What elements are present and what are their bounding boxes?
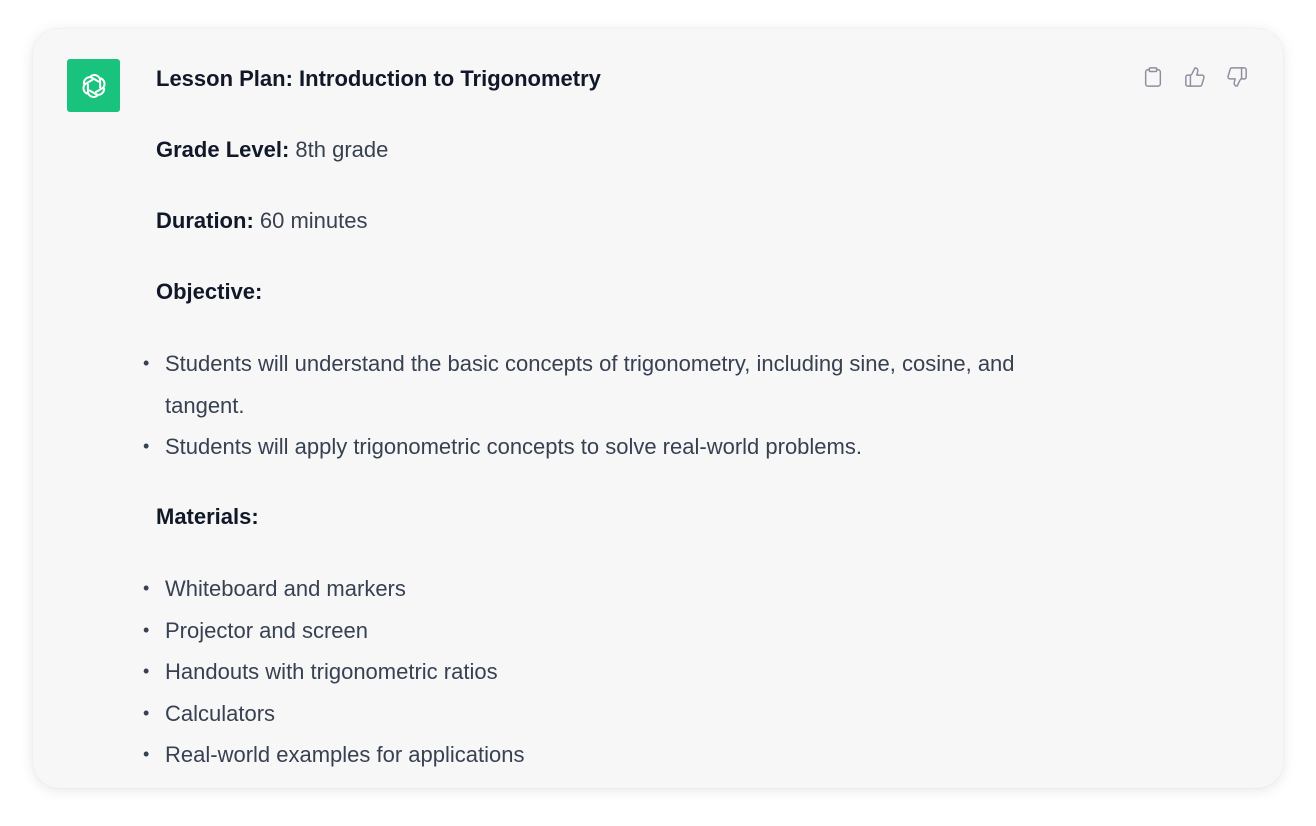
copy-button[interactable] <box>1141 65 1165 89</box>
assistant-message-card <box>33 29 1283 788</box>
objective-heading: Objective: <box>156 279 263 304</box>
thumbs-up-icon <box>1184 66 1206 88</box>
list-item <box>143 610 525 652</box>
objectives-list <box>143 343 1015 468</box>
openai-logo-icon <box>78 70 110 102</box>
materials-list <box>143 568 525 776</box>
bullet-icon: • <box>143 661 150 681</box>
objective-text: Students will apply trigonometric concepts to solve real-world problems. <box>165 434 862 459</box>
message-actions <box>1141 65 1249 89</box>
material-text: Calculators <box>165 700 276 726</box>
objective-text: Students will understand the basic concepts of trigonometry, including sine, cosine, and <box>165 351 1015 376</box>
list-item <box>143 693 525 735</box>
material-text: Handouts with trigonometric ratios <box>165 659 498 684</box>
bullet-icon: • <box>143 744 150 764</box>
lesson-title: Lesson Plan: Introduction to Trigonometry <box>156 66 601 91</box>
list-item-continuation <box>143 385 1015 427</box>
list-item <box>143 651 525 693</box>
thumbs-down-icon <box>1226 66 1248 88</box>
objective-text: tangent. <box>165 392 245 418</box>
assistant-avatar <box>67 59 120 112</box>
list-item <box>143 343 1015 385</box>
material-text: Whiteboard and markers <box>165 576 406 601</box>
grade-level-label: Grade Level: <box>156 137 290 162</box>
list-item <box>143 568 525 610</box>
list-item <box>143 734 525 776</box>
clipboard-icon <box>1142 66 1164 88</box>
materials-heading: Materials: <box>156 504 259 529</box>
thumbs-up-button[interactable] <box>1183 65 1207 89</box>
grade-level-value: 8th grade <box>289 137 389 162</box>
material-text: Projector and screen <box>165 617 368 643</box>
bullet-icon: • <box>143 353 150 373</box>
bullet-icon: • <box>143 619 150 640</box>
material-text: Real-world examples for applications <box>165 742 525 767</box>
bullet-icon: • <box>143 436 150 456</box>
bullet-icon: • <box>143 702 150 723</box>
duration-value: 60 minutes <box>253 208 368 233</box>
grade-level-line <box>156 134 388 166</box>
list-item <box>143 426 1015 468</box>
thumbs-down-button[interactable] <box>1225 65 1249 89</box>
duration-label: Duration: <box>156 208 254 233</box>
duration-line <box>156 205 368 237</box>
bullet-icon: • <box>143 578 150 598</box>
